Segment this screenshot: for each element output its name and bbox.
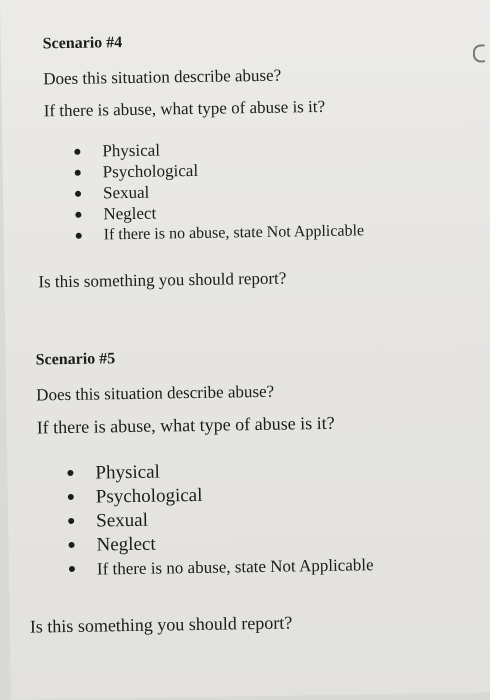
question-report: Is this something you should report? (38, 268, 287, 292)
question-abuse: Does this situation describe abuse? (43, 65, 282, 89)
bullet-icon (69, 542, 75, 548)
bullet-icon (69, 566, 75, 572)
bullet-icon (74, 149, 80, 155)
question-abuse: Does this situation describe abuse? (36, 381, 275, 405)
bullet-icon (76, 233, 82, 239)
option-label: Neglect (96, 533, 156, 556)
option-label: Physical (95, 461, 160, 484)
option-label: Sexual (96, 509, 149, 532)
question-report: Is this something you should report? (29, 612, 293, 637)
scenario-title: Scenario #4 (42, 34, 123, 53)
scenario-4 (38, 28, 490, 292)
option-label: Sexual (102, 182, 150, 203)
bullet-icon (67, 470, 73, 476)
bullet-icon (68, 518, 74, 524)
bullet-icon (68, 494, 74, 500)
question-type: If there is abuse, what type of abuse is it? (36, 412, 335, 438)
option-label: Neglect (103, 203, 157, 224)
scenario-title: Scenario #5 (35, 350, 116, 369)
option-label: If there is no abuse, state Not Applicable (96, 555, 374, 579)
option-label: Psychological (95, 484, 203, 508)
question-type: If there is abuse, what type of abuse is it? (43, 96, 326, 121)
option-label: Psychological (102, 160, 199, 182)
bullet-icon (75, 191, 81, 197)
option-label: If there is no abuse, state Not Applicable (103, 222, 365, 244)
abuse-type-list (67, 455, 490, 582)
scenario-5 (29, 344, 490, 637)
option-label: Physical (102, 140, 161, 161)
bullet-icon (75, 212, 81, 218)
bullet-icon (75, 170, 81, 176)
abuse-type-list (74, 134, 490, 246)
